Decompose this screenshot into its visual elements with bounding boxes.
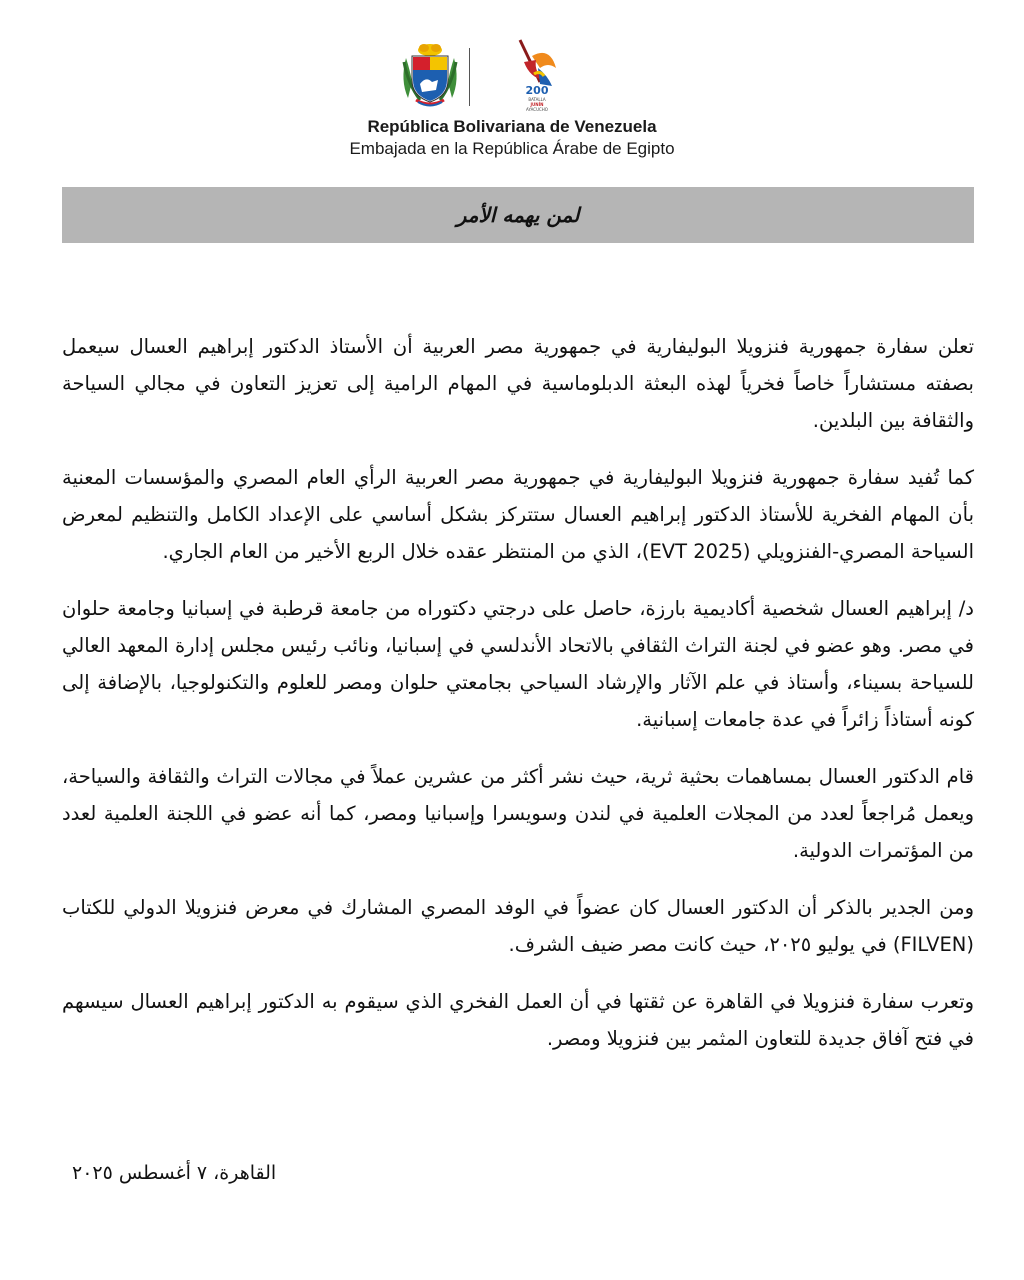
embassy-name: Embajada en la República Árabe de Egipto bbox=[349, 139, 675, 158]
emblem-number: 200 bbox=[525, 84, 549, 97]
venezuela-coat-of-arms-icon bbox=[398, 40, 462, 110]
paragraph-2: كما تُفيد سفارة جمهورية فنزويلا البوليفارية في جمهورية مصر العربية الرأي العام المصري والمؤسسات المعنية بأن المهام الفخرية للأستاذ الدكتور إبراهيم العسال ستتركز بشكل أساسي على الإعداد الكامل والتنظيم لمعرض السياحة المصري-الفنزويلي (EVT 2025)، الذي من المنتظر عقده خلال الربع الأخير من العام الجاري. bbox=[62, 466, 974, 563]
bicentennial-junin-ayacucho-emblem-icon bbox=[510, 38, 564, 114]
paragraph-3: د/ إبراهيم العسال شخصية أكاديمية بارزة، حاصل على درجتي دكتوراه من جامعة قرطبة في إسبانيا وجامعة حلوان في مصر. وهو عضو في لجنة التراث الثقافي بالاتحاد الأندلسي في إسبانيا، ونائب رئيس مجلس إدارة المعهد العالي للسياحة بسيناء، وأستاذ في علم الآثار والإرشاد السياحي بجامعتي حلوان ومصر للعلوم والتكنولوجيا، بالإضافة إلى كونه أستاذاً زائراً في عدة جامعات إسبانية. bbox=[62, 597, 974, 731]
emblem-text-line-1: BATALLA bbox=[528, 97, 546, 102]
place-date: القاهرة، ٧ أغسطس ٢٠٢٥ bbox=[72, 1162, 277, 1184]
emblem-text-line-3: AYACUCHO bbox=[526, 107, 548, 112]
paragraph-5: ومن الجدير بالذكر أن الدكتور العسال كان عضواً في الوفد المصري المشارك في معرض فنزويلا الدولي للكتاب (FILVEN) في يوليو ٢٠٢٥، حيث كانت مصر ضيف الشرف. bbox=[62, 896, 974, 956]
paragraph-6: وتعرب سفارة فنزويلا في القاهرة عن ثقتها في أن العمل الفخري الذي سيقوم به الدكتور إبراهيم العسال سيسهم في فتح آفاق جديدة للتعاون المثمر بين فنزويلا ومصر. bbox=[62, 990, 974, 1050]
paragraph-4: قام الدكتور العسال بمساهمات بحثية ثرية، حيث نشر أكثر من عشرين عملاً في مجالات التراث والثقافة والسياحة، ويعمل مُراجعاً لعدد من المجلات العلمية في لندن وسويسرا وإسبانيا ومصر، كما أنه عضو في اللجنة العلمية لعدد من المؤتمرات الدولية. bbox=[62, 765, 974, 862]
document-body bbox=[62, 328, 974, 1077]
signoff bbox=[62, 1158, 974, 1188]
emblem-text-line-2: JUNÍN bbox=[530, 102, 544, 107]
header-logos bbox=[398, 38, 568, 114]
logo-divider bbox=[469, 48, 470, 106]
document-title: لمن يهمه الأمر bbox=[456, 203, 580, 227]
letterhead bbox=[0, 116, 1024, 160]
paragraph-1: تعلن سفارة جمهورية فنزويلا البوليفارية في جمهورية مصر العربية أن الأستاذ الدكتور إبراهيم العسال سيعمل بصفته مستشاراً خاصاً فخرياً لهذه البعثة الدبلوماسية في المهام الرامية إلى تعزيز التعاون في مجالي السياحة والثقافة بين البلدين. bbox=[62, 335, 974, 432]
title-banner bbox=[62, 187, 974, 243]
country-name: República Bolivariana de Venezuela bbox=[367, 117, 657, 136]
